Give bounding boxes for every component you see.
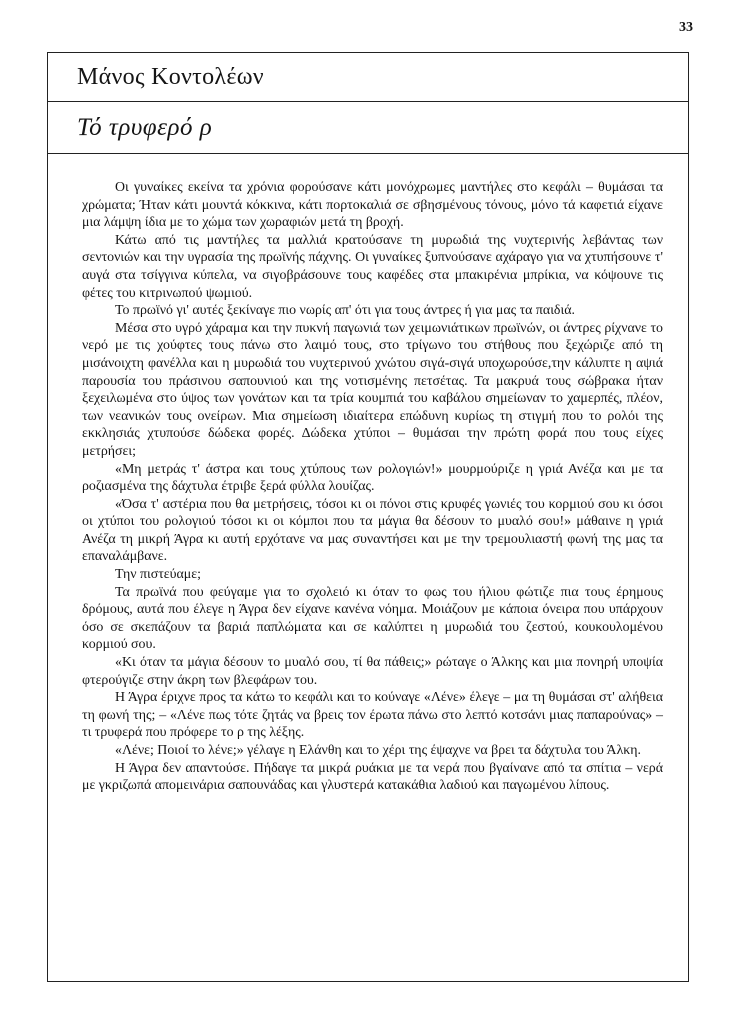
paragraph: Την πιστεύαμε; <box>115 567 201 583</box>
paragraph: «Λένε; Ποιοί το λένε;» γέλαγε η Ελάνθη και το χέρι της έψαχνε να βρει τα δάχτυλα του Άλκη. <box>115 743 641 758</box>
author-name: Μάνος Κοντολέων <box>77 63 264 90</box>
text-frame <box>47 52 689 982</box>
page-number: 33 <box>679 20 693 35</box>
paragraph: Τα πρωϊνά που φεύγαμε για το σχολειό κι όταν το φως του ήλιου φώτιζε πια τους έρημους δρόμους, αυτά που έλεγε η Άγρα δεν είχανε κανένα νόημα. Μοιάζουν με κάποια όνειρα που υπάρχουν όσο σε σκεπάζουν τα βαριά παπλώματα και σε καλύπτει η μυρωδιά του ζεστού, κουκουλομένου κορμιού σου. <box>82 584 663 653</box>
paragraph: «Μη μετράς τ' άστρα και τους χτύπους των ρολογιών!» μουρμούριζε η γριά Ανέζα και με τα ροζιασμένα της δάχτυλα έτριβε ξερά φύλλα λουίζας. <box>82 461 663 495</box>
paragraph: Το πρωϊνό γι' αυτές ξεκίναγε πιο νωρίς απ' ότι για τους άντρες ή για μας τα παιδιά. <box>115 303 575 319</box>
story-body <box>82 179 663 795</box>
paragraph: Η Άγρα δεν απαντούσε. Πήδαγε τα μικρά ρυάκια με τα νερά που βγαίνανε από τα σπίτια – νερά με γκριζωπά απομεινάρια σαπουνάδας και γλυστερά κατακάθια λαδιού και παγωμένου λίπους. <box>82 760 663 794</box>
author-header <box>48 53 688 102</box>
story-title: Τό τρυφερό ρ <box>77 113 213 141</box>
paragraph: Μέσα στο υγρό χάραμα και την πυκνή παγωνιά των χειμωνιάτικων πρωϊνών, οι άντρες ρίχνανε το νερό με τις χούφτες τους πάνω στο λαιμό τους, στο τρίγωνο του στήθους που ξεχώριζε από τη μισάνοιχτη φανέλλα και η μυρωδιά του νυχτερινού χνώτου σιγά-σιγά υποχωρούσε,την κάλυπτε η αψιά παρουσία του πράσινου σαπουνιού και της νοτισμένης πετσέτας. Τα μακρυά τους σώβρακα ήταν ξεχειλωμένα στο ύψος των γονάτων και τα τρία κουμπιά του καβάλου σημείωναν το χαμερπές, πλέον, των νεανικών τους ονείρων. Μια σημείωση ιδιαίτερα επώδυνη κυρίως τη στιγμή που το ρολόι της εκκλησιάς χτυπούσε δώδεκα φορές. Δώδεκα χτύποι – θυμάσαι την πρώτη φορά που τους είχες μετρήσει; <box>82 320 663 459</box>
paragraph: Κάτω από τις μαντήλες τα μαλλιά κρατούσανε τη μυρωδιά της νυχτερινής λεβάντας των σεντονιών και την υγρασία της πρωϊνής πάχνης. Οι γυναίκες ξυπνούσανε αχάραγο για να χτυπήσουνε τ' αυγά στα τσίγγινα κύπελα, να σιγοβράσουνε τους καφέδες στα μπακιρένια μπρίκια, να κόψουνε τις φέτες του κιτρινωπού ψωμιού. <box>82 232 663 301</box>
paragraph: Οι γυναίκες εκείνα τα χρόνια φορούσανε κάτι μονόχρωμες μαντήλες στο κεφάλι – θυμάσαι τα χρώματα; Ήταν κάτι μουντά κόκκινα, κάτι πορτοκαλιά σε σβησμένους τόνους, μόνο τά καφετιά είχανε μια λάμψη ίδια με το χώμα των χωραφιών μετά τη βροχή. <box>82 180 663 231</box>
paragraph: «Όσα τ' αστέρια που θα μετρήσεις, τόσοι κι οι πόνοι στις κρυφές γωνιές του κορμιού σου κι όσοι οι χτύποι του ρολογιού τόσοι κι οι κόμποι που τα μάγια θα δέσουν το μυαλό σου!» μάθαινε η γριά Ανέζα τη μικρή Άγρα κι αυτή ερχότανε να μας συναντήσει και με την τρεμουλιαστή φωνή της μας τα επαναλάμβανε. <box>82 496 663 565</box>
paragraph: «Κι όταν τα μάγια δέσουν το μυαλό σου, τί θα πάθεις;» ρώταγε ο Άλκης και μια πονηρή υποψία φτερούγιζε στην άκρη των βλεφάρων του. <box>82 655 663 688</box>
title-header <box>48 102 688 154</box>
paragraph: Η Άγρα έριχνε προς τα κάτω το κεφάλι και το κούναγε «Λένε» έλεγε – μα τη θυμάσαι στ' αλήθεια τη φωνή της; – «Λένε πως τότε ζητάς να βρεις τον έρωτα πάνω στο λεπτό κοτσάνι μιας παπαρούνας» – τι τρυφερά που πρόφερε το ρ της λέξης. <box>82 690 663 741</box>
